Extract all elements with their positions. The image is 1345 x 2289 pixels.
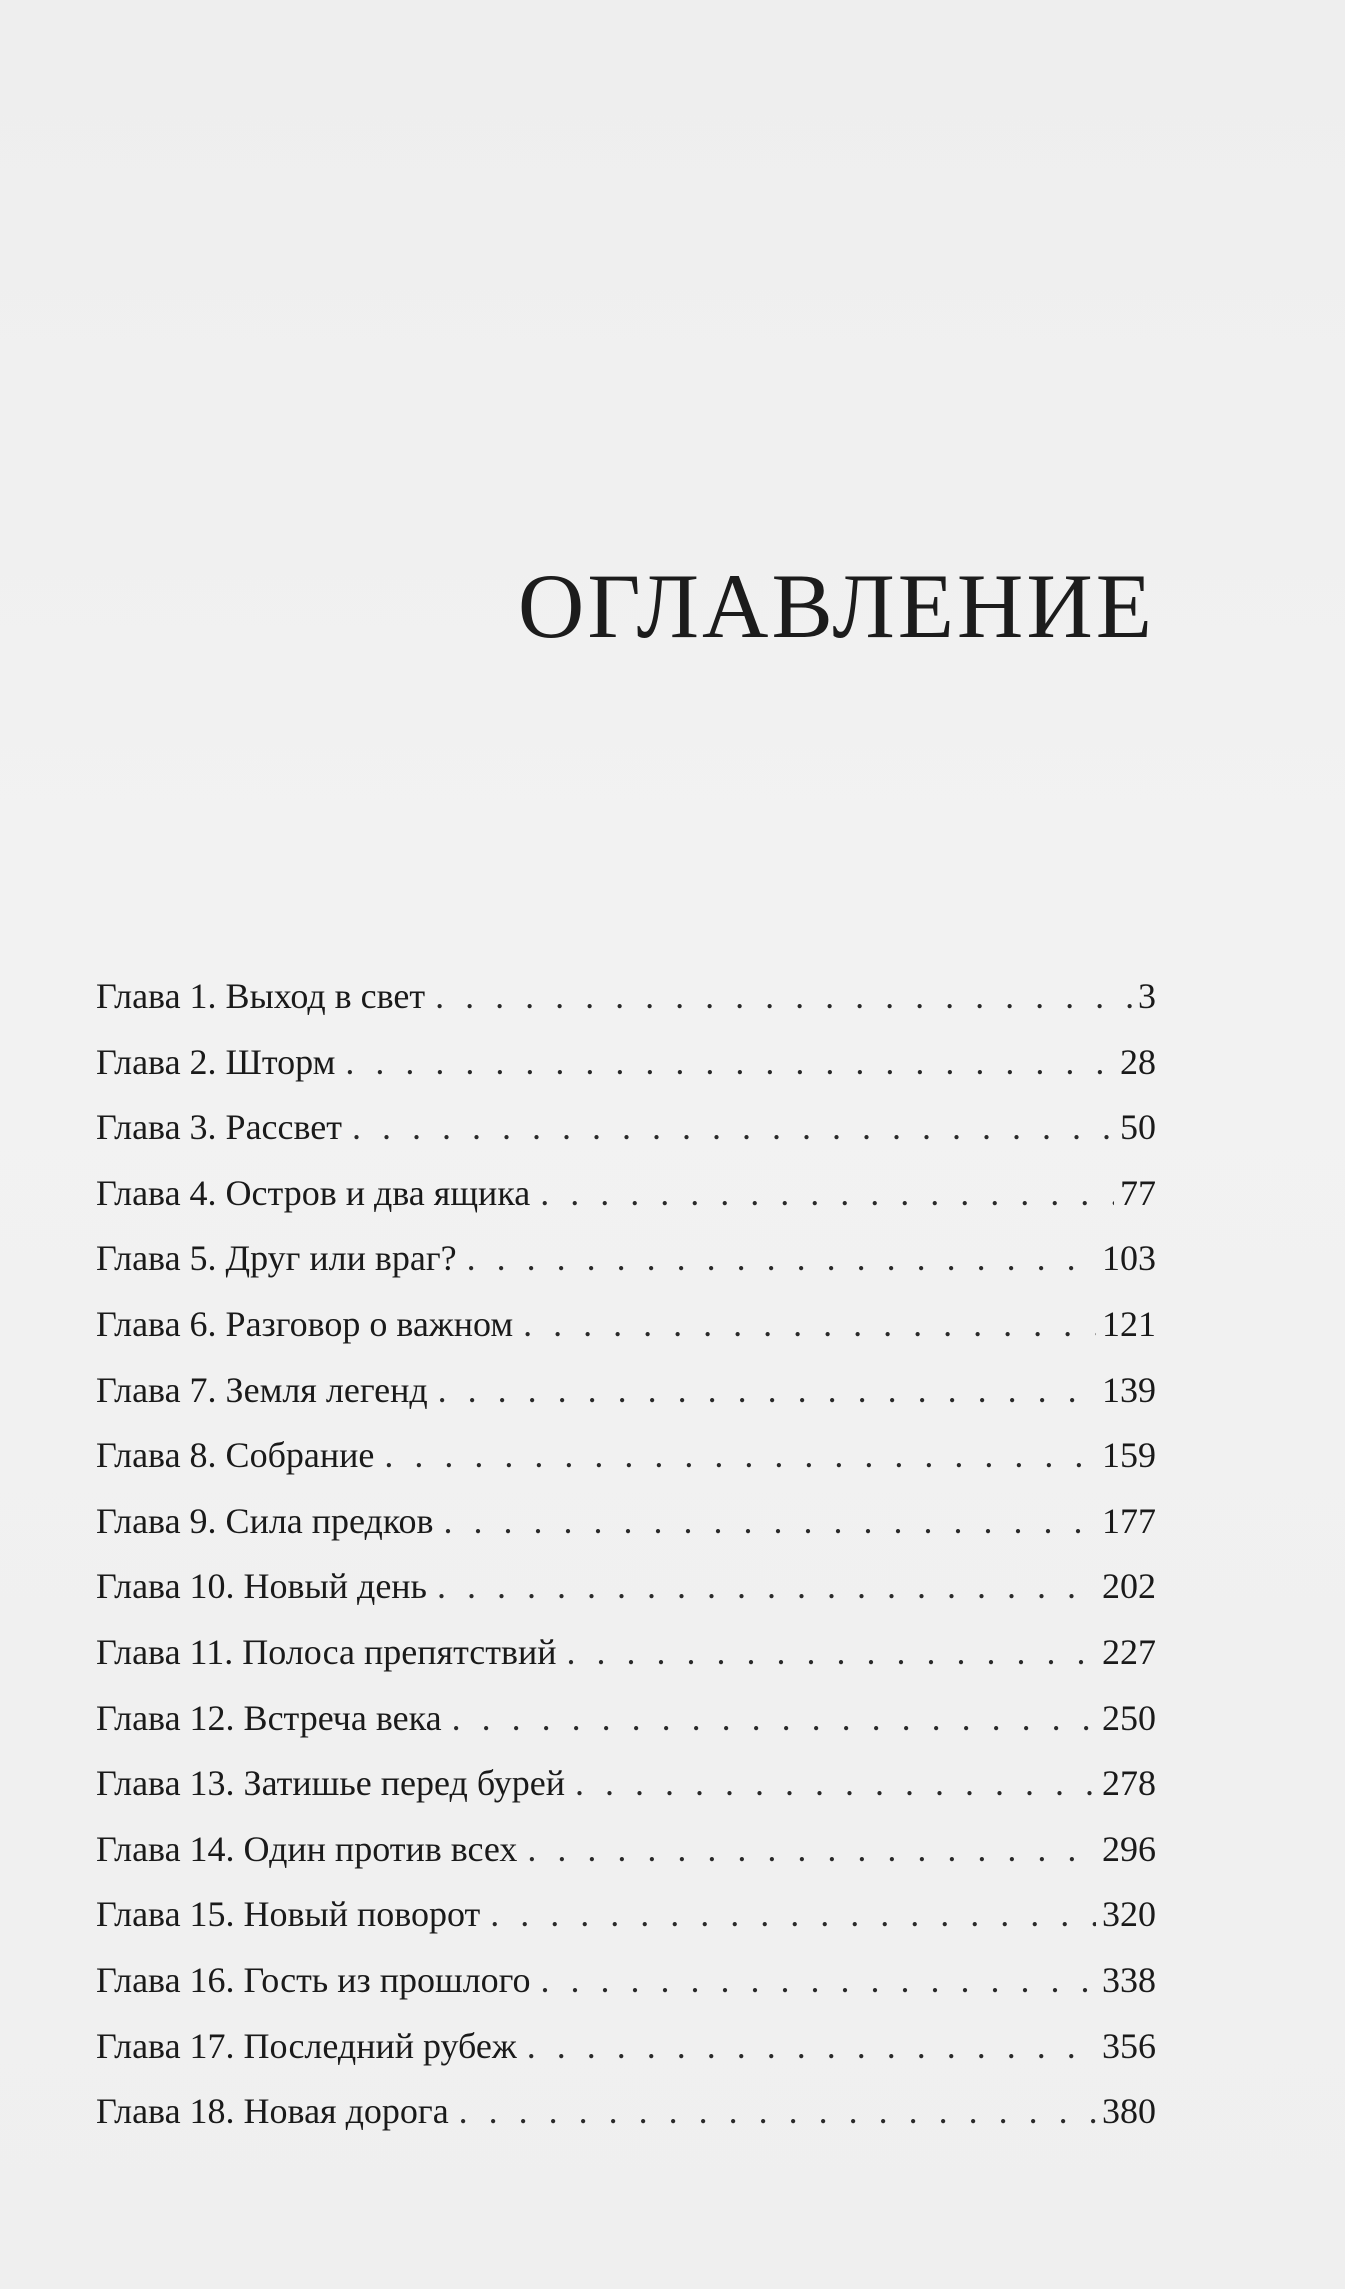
toc-entry-label: Глава 16. Гость из прошлого xyxy=(96,1959,531,2000)
toc-entry xyxy=(96,1765,1156,1831)
toc-entry xyxy=(96,2093,1156,2159)
toc-page-number: 380 xyxy=(1102,2091,1156,2132)
toc-entry xyxy=(96,1959,1156,2028)
toc-entry xyxy=(96,1172,1156,1241)
toc-leader-dots xyxy=(541,1962,1096,1998)
toc-leader-dots xyxy=(467,1240,1096,1276)
toc-entry-label: Глава 9. Сила предков xyxy=(96,1500,434,1541)
toc-page-number: 250 xyxy=(1102,1697,1156,1738)
toc-entry xyxy=(96,1896,1156,1962)
toc-leader-dots xyxy=(345,1044,1114,1080)
toc-entry-label: Глава 2. Шторм xyxy=(96,1041,336,1082)
toc-page-number: 356 xyxy=(1102,2025,1156,2066)
toc-entry xyxy=(96,1828,1156,1897)
toc-page-number: 159 xyxy=(1102,1435,1156,1476)
toc-leader-dots xyxy=(384,1437,1096,1473)
toc-page-number: 139 xyxy=(1102,1369,1156,1410)
toc-entry-label: Глава 6. Разговор о важном xyxy=(96,1303,514,1344)
toc-page-number: 320 xyxy=(1102,1894,1156,1935)
toc-entry-label: Глава 11. Полоса препятствий xyxy=(96,1631,557,1672)
toc-page-number: 296 xyxy=(1102,1828,1156,1869)
toc-page-number: 278 xyxy=(1102,1763,1156,1804)
toc-entry xyxy=(96,2025,1156,2094)
toc-entry-label: Глава 5. Друг или враг? xyxy=(96,1238,457,1279)
toc-leader-dots xyxy=(459,2093,1096,2129)
toc-entry-label: Глава 14. Один против всех xyxy=(96,1828,518,1869)
toc-leader-dots xyxy=(527,2028,1096,2064)
toc-leader-dots xyxy=(575,1765,1096,1801)
toc-entry xyxy=(96,1500,1156,1569)
toc-entry xyxy=(96,1303,1156,1372)
toc-entry-label: Глава 10. Новый день xyxy=(96,1566,427,1607)
toc-entry xyxy=(96,1697,1156,1766)
toc-page-number: 77 xyxy=(1120,1172,1156,1213)
table-of-contents xyxy=(96,978,1156,2159)
toc-page-number: 202 xyxy=(1102,1566,1156,1607)
toc-entry-label: Глава 18. Новая дорога xyxy=(96,2091,449,2132)
toc-entry-label: Глава 7. Земля легенд xyxy=(96,1369,428,1410)
page-title: ОГЛАВЛЕНИЕ xyxy=(517,555,1155,657)
toc-entry xyxy=(96,1109,1156,1175)
toc-entry-label: Глава 15. Новый поворот xyxy=(96,1894,481,1935)
toc-entry-label: Глава 4. Остров и два ящика xyxy=(96,1172,531,1213)
toc-leader-dots xyxy=(566,1634,1096,1670)
toc-entry-label: Глава 12. Встреча века xyxy=(96,1697,442,1738)
toc-entry-label: Глава 3. Рассвет xyxy=(96,1107,343,1148)
toc-leader-dots xyxy=(352,1109,1114,1145)
toc-entry xyxy=(96,1041,1156,1110)
toc-page-number: 28 xyxy=(1120,1041,1156,1082)
toc-page-number: 121 xyxy=(1102,1303,1156,1344)
toc-entry-label: Глава 8. Собрание xyxy=(96,1435,375,1476)
toc-entry xyxy=(96,1240,1156,1306)
toc-leader-dots xyxy=(452,1700,1096,1736)
toc-leader-dots xyxy=(540,1175,1114,1211)
toc-leader-dots xyxy=(527,1831,1096,1867)
toc-entry-label: Глава 13. Затишье перед бурей xyxy=(96,1763,566,1804)
toc-entry xyxy=(96,1568,1156,1634)
toc-leader-dots xyxy=(444,1503,1096,1539)
toc-page-number: 177 xyxy=(1102,1500,1156,1541)
toc-page-number: 50 xyxy=(1120,1107,1156,1148)
toc-page-number: 227 xyxy=(1102,1631,1156,1672)
toc-page-number: 338 xyxy=(1102,1959,1156,2000)
toc-leader-dots xyxy=(438,1372,1096,1408)
toc-entry-label: Глава 1. Выход в свет xyxy=(96,976,426,1016)
toc-page-number: 103 xyxy=(1102,1238,1156,1279)
toc-entry-label: Глава 17. Последний рубеж xyxy=(96,2025,517,2066)
toc-leader-dots xyxy=(523,1306,1096,1342)
toc-entry xyxy=(96,978,1156,1044)
toc-leader-dots xyxy=(490,1896,1096,1932)
toc-entry xyxy=(96,1369,1156,1438)
toc-entry xyxy=(96,1631,1156,1700)
toc-leader-dots xyxy=(437,1568,1096,1604)
toc-page-number: 3 xyxy=(1138,976,1156,1016)
toc-entry xyxy=(96,1437,1156,1503)
toc-leader-dots xyxy=(435,978,1132,1014)
